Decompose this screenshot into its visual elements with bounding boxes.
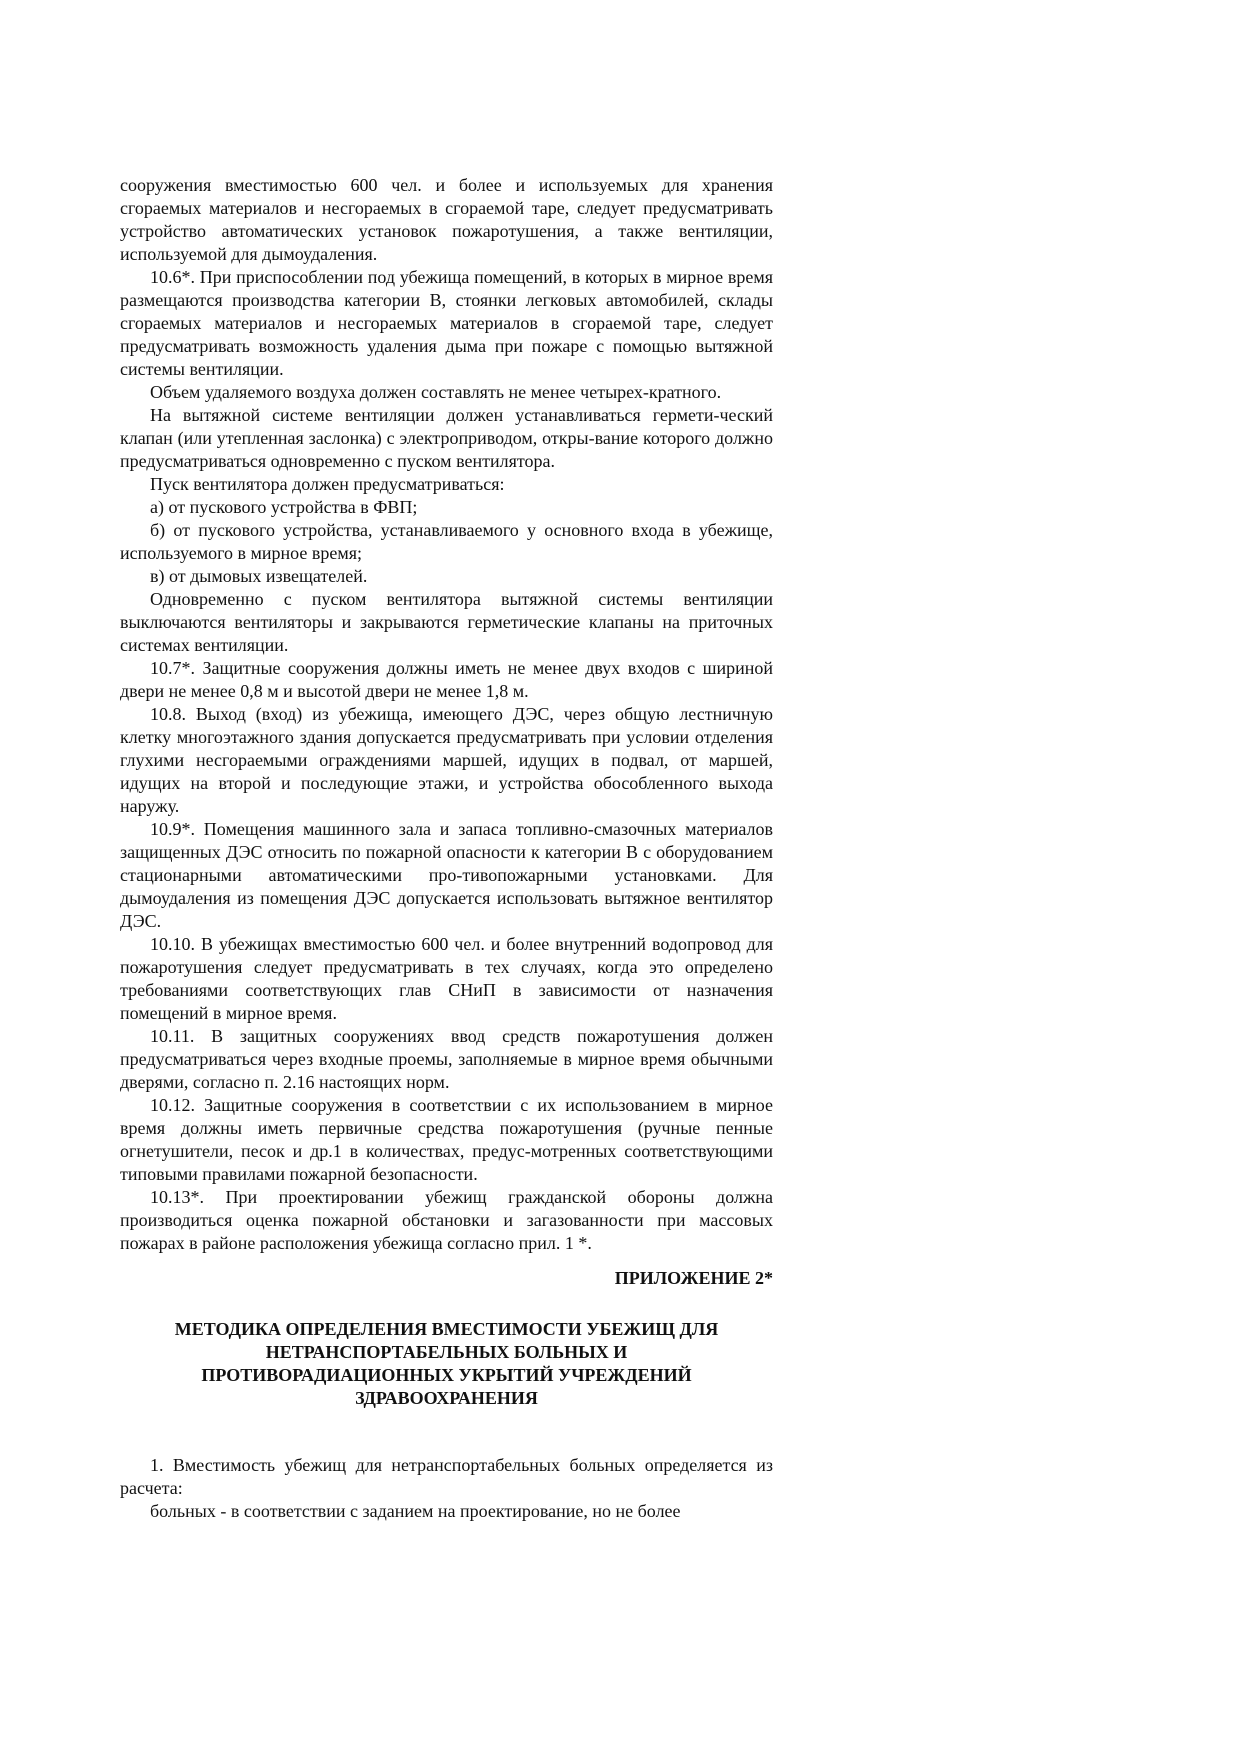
paragraph-simultaneous: Одновременно с пуском вентилятора вытяжной системы вентиляции выключаются вентиляторы и закрываются герметические клапаны на приточных системах вентиляции.: [120, 589, 773, 655]
paragraph-hermetic-valve: На вытяжной системе вентиляции должен устанавливаться гермети-ческий клапан (или утепленная заслонка) с электроприводом, откры-вание которого должно предусматриваться одновременно с пуском вентилятора.: [120, 405, 773, 471]
paragraph-10-6: 10.6*. При приспособлении под убежища помещений, в которых в мирное время размещаются производства категории В, стоянки легковых автомобилей, склады сгораемых материалов и несгораемых материалов в сгораемой таре, следует предусматривать возможность удаления дыма при пожаре с помощью вытяжной системы вентиляции.: [120, 267, 773, 379]
paragraph-10-13: 10.13*. При проектировании убежищ гражданской обороны должна производиться оценка пожарной обстановки и загазованности при массовых пожарах в районе расположения убежища согласно прил. 1 *.: [120, 1187, 773, 1253]
paragraph-10-11: 10.11. В защитных сооружениях ввод средств пожаротушения должен предусматриваться через входные проемы, заполняемые в мирное время обычными дверями, согласно п. 2.16 настоящих норм.: [120, 1026, 773, 1092]
paragraph-air-volume: Объем удаляемого воздуха должен составлять не менее четырех-кратного.: [150, 382, 722, 402]
document-page: [120, 174, 773, 1523]
list-item-v: в) от дымовых извещателей.: [150, 566, 368, 586]
paragraph-10-9: 10.9*. Помещения машинного зала и запаса топливно-смазочных материалов защищенных ДЭС относить по пожарной опасности к категории В с оборудованием стационарными автоматическими про-тивопожарными установками. Для дымоудаления из помещения ДЭС допускается использовать вытяжное вентилятор ДЭС.: [120, 819, 773, 931]
paragraph-10-12: 10.12. Защитные сооружения в соответствии с их использованием в мирное время должны иметь первичные средства пожаротушения (ручные пенные огнетушители, песок и др.1 в количествах, предус-мотренных соответствующими типовыми правилами пожарной безопасности.: [120, 1095, 773, 1184]
appendix-title: [120, 1318, 773, 1410]
list-item-b: б) от пускового устройства, устанавливаемого у основного входа в убежище, используемого в мирное время;: [120, 520, 773, 563]
appendix-title-line: МЕТОДИКА ОПРЕДЕЛЕНИЯ ВМЕСТИМОСТИ УБЕЖИЩ ДЛЯ: [174, 1319, 719, 1339]
paragraph-fan-start: Пуск вентилятора должен предусматриваться:: [150, 474, 505, 494]
appendix-label: ПРИЛОЖЕНИЕ 2*: [614, 1268, 773, 1288]
title-spacer: [120, 1410, 773, 1454]
appendix-title-line: ПРОТИВОРАДИАЦИОННЫХ УКРЫТИЙ УЧРЕЖДЕНИЙ: [201, 1365, 692, 1385]
paragraph-10-8: 10.8. Выход (вход) из убежища, имеющего ДЭС, через общую лестничную клетку многоэтажного здания допускается предусматривать при условии отделения глухими несгораемыми ограждениями маршей, идущих в подвал, от маршей, идущих на второй и последующие этажи, и устройства обособленного выхода наружу.: [120, 704, 773, 816]
paragraph-patients: больных - в соответствии с заданием на проектирование, но не более: [150, 1501, 681, 1521]
paragraph-intro-continuation: сооружения вместимостью 600 чел. и более и используемых для хранения сгораемых материалов и несгораемых в сгораемой таре, следует предусматривать устройство автоматических установок пожаротушения, а также вентиляции, используемой для дымоудаления.: [120, 175, 773, 264]
paragraph-10-10: 10.10. В убежищах вместимостью 600 чел. и более внутренний водопровод для пожаротушения следует предусматривать в тех случаях, когда это определено требованиями соответствующих глав СНиП в зависимости от назначения помещений в мирное время.: [120, 934, 773, 1023]
list-item-a: а) от пускового устройства в ФВП;: [150, 497, 418, 517]
paragraph-capacity: 1. Вместимость убежищ для нетранспортабельных больных определяется из расчета:: [120, 1455, 773, 1498]
paragraph-10-7: 10.7*. Защитные сооружения должны иметь не менее двух входов с шириной двери не менее 0,8 м и высотой двери не менее 1,8 м.: [120, 658, 773, 701]
appendix-title-line: ЗДРАВООХРАНЕНИЯ: [355, 1388, 538, 1408]
appendix-title-line: НЕТРАНСПОРТАБЕЛЬНЫХ БОЛЬНЫХ И: [265, 1342, 628, 1362]
